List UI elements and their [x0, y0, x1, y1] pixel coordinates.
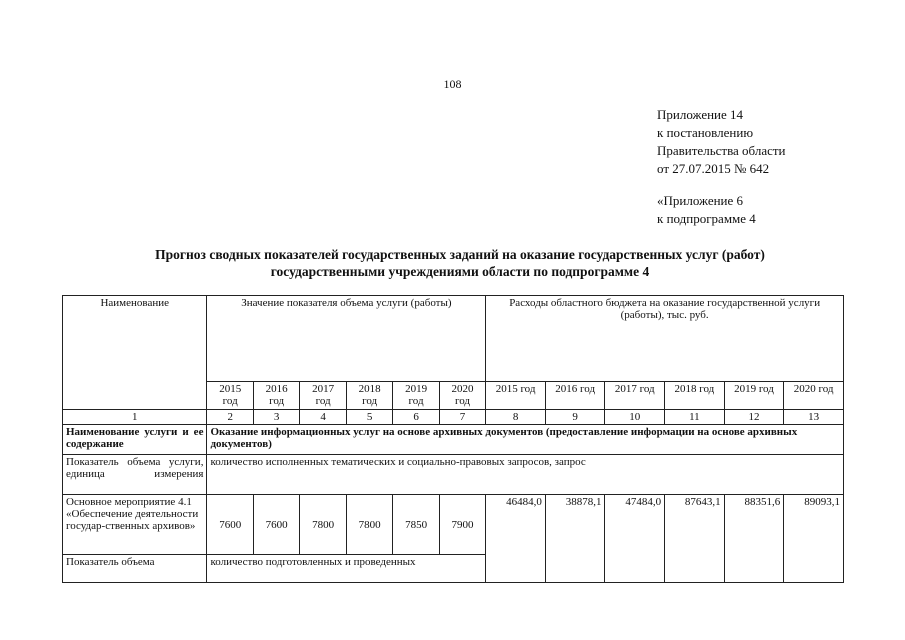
- expense-year-cell: 2017 год: [605, 382, 665, 410]
- volume-value: 7900: [439, 495, 485, 555]
- title-line-1: Прогноз сводных показателей государственных заданий на оказание государственных услуг (работ): [155, 247, 765, 262]
- header-name: Наименование: [63, 296, 207, 410]
- expense-value: 87643,1: [665, 495, 725, 583]
- indicator2-value: количество подготовленных и проведенных: [207, 555, 486, 583]
- appendix-sub-line: к подпрограмме 4: [657, 211, 756, 226]
- column-number: 13: [784, 410, 844, 425]
- expense-value: 46484,0: [486, 495, 546, 583]
- page-number: 108: [443, 77, 462, 91]
- column-number: 2: [207, 410, 253, 425]
- appendix-block: [657, 106, 786, 228]
- expense-year-cell: 2015 год: [486, 382, 546, 410]
- column-number: 11: [665, 410, 725, 425]
- header-volume: Значение показателя объема услуги (работы): [207, 296, 486, 382]
- column-number: 12: [724, 410, 784, 425]
- year-cell: 2020 год: [439, 382, 485, 410]
- service-label: Наименование услуги и ее содержание: [63, 425, 207, 455]
- expense-value: 38878,1: [545, 495, 605, 583]
- expense-year-cell: 2016 год: [545, 382, 605, 410]
- expense-value: 88351,6: [724, 495, 784, 583]
- header-expenses: Расходы областного бюджета на оказание государственной услуги (работы), тыс. руб.: [486, 296, 844, 382]
- title-line-2: государственными учреждениями области по подпрограмме 4: [270, 264, 650, 279]
- column-numbers-row: [63, 410, 844, 425]
- appendix-line: Приложение 14: [657, 107, 744, 122]
- expense-year-cell: 2019 год: [724, 382, 784, 410]
- column-number: 5: [346, 410, 392, 425]
- year-cell: 2018 год: [346, 382, 392, 410]
- column-number: 7: [439, 410, 485, 425]
- column-number: 6: [393, 410, 439, 425]
- expense-value: 47484,0: [605, 495, 665, 583]
- volume-value: 7600: [207, 495, 253, 555]
- year-cell: 2016 год: [253, 382, 299, 410]
- document-title: [40, 246, 880, 280]
- expense-year-cell: 2020 год: [784, 382, 844, 410]
- column-number: 3: [253, 410, 299, 425]
- column-number: 9: [545, 410, 605, 425]
- volume-value: 7800: [300, 495, 346, 555]
- volume-value: 7600: [253, 495, 299, 555]
- expense-year-cell: 2018 год: [665, 382, 725, 410]
- indicator-value: количество исполненных тематических и социально-правовых запросов, запрос: [207, 455, 844, 495]
- expense-value: 89093,1: [784, 495, 844, 583]
- indicator-label: Показатель объема услуги, единица измерения: [63, 455, 207, 495]
- column-number: 10: [605, 410, 665, 425]
- volume-value: 7800: [346, 495, 392, 555]
- header-row: [63, 296, 844, 382]
- appendix-line: к постановлению: [657, 125, 754, 140]
- column-number: 8: [486, 410, 546, 425]
- activity-label: Основное мероприятие 4.1 «Обеспечение деятельности государ-ственных архивов»: [63, 495, 207, 555]
- appendix-sub-line: «Приложение 6: [657, 193, 744, 208]
- volume-value: 7850: [393, 495, 439, 555]
- year-cell: 2017 год: [300, 382, 346, 410]
- service-row: [63, 425, 844, 455]
- activity-row: [63, 495, 844, 555]
- year-cell: 2015 год: [207, 382, 253, 410]
- indicator2-label: Показатель объема: [63, 555, 207, 583]
- column-number: 1: [63, 410, 207, 425]
- column-number: 4: [300, 410, 346, 425]
- service-value: Оказание информационных услуг на основе архивных документов (предоставление информации на основе архивных документов): [207, 425, 844, 455]
- forecast-table: [62, 295, 844, 583]
- appendix-line: от 27.07.2015 № 642: [657, 161, 770, 176]
- year-cell: 2019 год: [393, 382, 439, 410]
- indicator-row: [63, 455, 844, 495]
- appendix-line: Правительства области: [657, 143, 786, 158]
